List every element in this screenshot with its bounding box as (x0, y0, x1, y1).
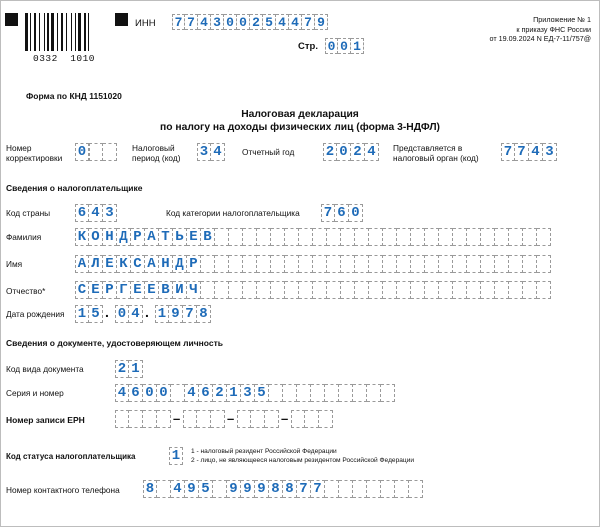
char-cell (369, 281, 383, 299)
barcode-bar (57, 13, 58, 51)
char-cell (353, 384, 367, 402)
appendix-line: от 19.09.2024 N ЕД-7-11/757@ (489, 34, 591, 43)
char-cell: 7 (311, 480, 325, 498)
char-cell: 0 (338, 38, 351, 54)
char-cell: 0 (143, 384, 157, 402)
corner-marker (5, 13, 18, 26)
char-cell (285, 228, 299, 246)
char-cell: 3 (103, 204, 117, 222)
char-cell: 0 (115, 305, 129, 323)
date-separator: . (145, 304, 149, 320)
barcode-bar (78, 13, 81, 51)
char-cell (409, 480, 423, 498)
char-cell (439, 281, 453, 299)
char-cell: Д (117, 228, 131, 246)
char-cell (369, 228, 383, 246)
char-cell (397, 281, 411, 299)
char-cell (353, 480, 367, 498)
char-cell: 7 (501, 143, 515, 161)
birthday-year-field[interactable] (155, 305, 211, 323)
erp-dash: – (173, 411, 181, 426)
char-cell: Г (117, 281, 131, 299)
document-section-title: Сведения о документе, удостоверяющем личность (6, 338, 223, 348)
doc-code-label: Код вида документа (6, 364, 84, 374)
char-cell (341, 255, 355, 273)
char-cell (341, 228, 355, 246)
char-cell (383, 255, 397, 273)
char-cell: 2 (250, 14, 263, 30)
char-cell (257, 228, 271, 246)
barcode-number: 0332 1010 (33, 53, 96, 64)
char-cell: 7 (185, 14, 198, 30)
char-cell: 4 (529, 143, 543, 161)
appendix-line: Приложение № 1 (533, 15, 591, 24)
char-cell: 9 (241, 480, 255, 498)
char-cell: 4 (276, 14, 289, 30)
patronymic-label: Отчество* (6, 286, 46, 296)
char-cell: В (159, 281, 173, 299)
char-cell (327, 281, 341, 299)
char-cell: 6 (199, 384, 213, 402)
char-cell: 6 (129, 384, 143, 402)
status-field[interactable] (169, 447, 183, 465)
char-cell: Е (145, 281, 159, 299)
char-cell: 7 (515, 143, 529, 161)
char-cell (495, 228, 509, 246)
char-cell (367, 384, 381, 402)
char-cell (383, 281, 397, 299)
barcode-bar (51, 13, 54, 51)
char-cell: 0 (75, 143, 89, 161)
char-cell (523, 228, 537, 246)
knd-code: Форма по КНД 1151020 (26, 91, 122, 101)
char-cell (299, 281, 313, 299)
char-cell: Е (103, 255, 117, 273)
char-cell: И (173, 281, 187, 299)
char-cell: 4 (289, 14, 302, 30)
char-cell: 7 (172, 14, 185, 30)
char-cell: 5 (89, 305, 103, 323)
char-cell: К (117, 255, 131, 273)
char-cell (319, 410, 333, 428)
char-cell: Р (131, 228, 145, 246)
char-cell: 1 (227, 384, 241, 402)
char-cell: С (131, 255, 145, 273)
patronymic-field[interactable] (75, 281, 551, 299)
char-cell (453, 281, 467, 299)
char-cell: 9 (227, 480, 241, 498)
char-cell (327, 228, 341, 246)
char-cell (467, 228, 481, 246)
char-cell (425, 255, 439, 273)
char-cell: 3 (211, 14, 224, 30)
correction-field[interactable] (75, 143, 89, 161)
char-cell (453, 228, 467, 246)
char-cell: 5 (255, 384, 269, 402)
char-cell: К (75, 228, 89, 246)
barcode-bar (44, 13, 45, 51)
char-cell (201, 281, 215, 299)
char-cell (397, 255, 411, 273)
char-cell (411, 255, 425, 273)
char-cell: Ч (187, 281, 201, 299)
char-cell: А (145, 228, 159, 246)
char-cell (271, 255, 285, 273)
char-cell (381, 384, 395, 402)
erp-label: Номер записи ЕРН (6, 415, 85, 425)
char-cell (257, 281, 271, 299)
char-cell: 0 (349, 204, 363, 222)
char-cell: 1 (129, 360, 143, 378)
char-cell: 3 (241, 384, 255, 402)
char-cell (425, 281, 439, 299)
char-cell: 9 (169, 305, 183, 323)
series-number-field[interactable] (115, 384, 395, 402)
barcode-bar (47, 13, 49, 51)
char-cell (229, 228, 243, 246)
char-cell: В (201, 228, 215, 246)
char-cell (103, 143, 117, 161)
year-field[interactable] (323, 143, 379, 161)
char-cell: 8 (143, 480, 157, 498)
char-cell: 0 (157, 384, 171, 402)
char-cell: Е (131, 281, 145, 299)
char-cell (215, 281, 229, 299)
char-cell (367, 480, 381, 498)
authority-field[interactable] (501, 143, 557, 161)
char-cell (495, 255, 509, 273)
char-cell: Е (89, 281, 103, 299)
char-cell (523, 281, 537, 299)
char-cell: 4 (185, 384, 199, 402)
char-cell (341, 281, 355, 299)
doc-code-field[interactable] (115, 360, 143, 378)
appendix-note (490, 15, 591, 44)
char-cell (537, 228, 551, 246)
phone-label: Номер контактного телефона (6, 485, 120, 495)
char-cell (283, 384, 297, 402)
char-cell: 1 (155, 305, 169, 323)
char-cell (381, 480, 395, 498)
char-cell (327, 255, 341, 273)
birthday-month-field[interactable] (115, 305, 143, 323)
char-cell (215, 228, 229, 246)
corner-marker (115, 13, 128, 26)
taxpayer-section-title: Сведения о налогоплательщике (6, 183, 143, 193)
char-cell: 1 (169, 447, 183, 465)
char-cell (383, 228, 397, 246)
char-cell (339, 384, 353, 402)
char-cell (355, 228, 369, 246)
char-cell: Н (103, 228, 117, 246)
char-cell (229, 255, 243, 273)
char-cell: 1 (351, 38, 364, 54)
char-cell (243, 281, 257, 299)
barcode-bar (34, 13, 36, 51)
char-cell (143, 410, 157, 428)
name-field[interactable] (75, 255, 551, 273)
char-cell (411, 281, 425, 299)
char-cell (397, 228, 411, 246)
char-cell (251, 410, 265, 428)
char-cell (297, 384, 311, 402)
appendix-line: к приказу ФНС России (516, 24, 591, 34)
char-cell (243, 228, 257, 246)
char-cell: 7 (183, 305, 197, 323)
char-cell (213, 480, 227, 498)
char-cell (129, 410, 143, 428)
char-cell: Р (103, 281, 117, 299)
char-cell: 5 (263, 14, 276, 30)
char-cell (481, 228, 495, 246)
char-cell: Е (187, 228, 201, 246)
char-cell (299, 228, 313, 246)
char-cell: 5 (199, 480, 213, 498)
char-cell (481, 255, 495, 273)
char-cell (171, 384, 185, 402)
country-field[interactable] (75, 204, 117, 222)
char-cell: Д (173, 255, 187, 273)
char-cell (243, 255, 257, 273)
char-cell: 7 (297, 480, 311, 498)
char-cell (291, 410, 305, 428)
char-cell: 4 (171, 480, 185, 498)
barcode-bar (84, 13, 86, 51)
char-cell (439, 228, 453, 246)
surname-label: Фамилия (6, 232, 42, 242)
inn-field[interactable] (172, 14, 328, 30)
char-cell (425, 228, 439, 246)
char-cell: 4 (89, 204, 103, 222)
char-cell: 4 (211, 143, 225, 161)
char-cell: 9 (255, 480, 269, 498)
barcode-bar (75, 13, 76, 51)
barcode-bar (71, 13, 72, 51)
birthdate-label: Дата рождения (6, 309, 65, 319)
period-label: Налоговый период (код) (132, 143, 181, 163)
char-cell (305, 410, 319, 428)
surname-field[interactable] (75, 228, 551, 246)
erp-field-3[interactable] (237, 410, 279, 428)
char-cell (115, 410, 129, 428)
form-title (1, 108, 599, 134)
char-cell: Ь (173, 228, 187, 246)
char-cell: Т (159, 228, 173, 246)
char-cell (313, 281, 327, 299)
char-cell (257, 255, 271, 273)
char-cell (395, 480, 409, 498)
char-cell: Л (89, 255, 103, 273)
char-cell (467, 281, 481, 299)
char-cell (509, 281, 523, 299)
char-cell: 8 (197, 305, 211, 323)
char-cell (313, 228, 327, 246)
barcode (25, 13, 103, 51)
char-cell (183, 410, 197, 428)
char-cell: Р (187, 255, 201, 273)
title-line: Налоговая декларация (241, 109, 359, 120)
char-cell: Н (159, 255, 173, 273)
char-cell (369, 255, 383, 273)
char-cell (411, 228, 425, 246)
char-cell: 4 (365, 143, 379, 161)
barcode-bar (30, 13, 31, 51)
char-cell (325, 480, 339, 498)
char-cell (537, 255, 551, 273)
phone-field[interactable] (143, 480, 423, 498)
char-cell: 3 (543, 143, 557, 161)
correction-label: Номер корректировки (6, 143, 63, 163)
char-cell: 2 (115, 360, 129, 378)
char-cell (339, 480, 353, 498)
period-field[interactable] (197, 143, 225, 161)
char-cell (355, 255, 369, 273)
char-cell: 4 (129, 305, 143, 323)
char-cell (453, 255, 467, 273)
erp-field-1[interactable] (115, 410, 171, 428)
char-cell (467, 255, 481, 273)
char-cell (211, 410, 225, 428)
char-cell (313, 255, 327, 273)
char-cell (509, 255, 523, 273)
char-cell: 7 (321, 204, 335, 222)
category-label: Код категории налогоплательщика (166, 208, 300, 218)
char-cell: 0 (224, 14, 237, 30)
date-separator: . (105, 304, 109, 320)
inn-label: ИНН (135, 18, 156, 29)
title-line: по налогу на доходы физических лиц (форма 3-НДФЛ) (160, 122, 440, 133)
char-cell (157, 480, 171, 498)
char-cell: 8 (283, 480, 297, 498)
page-number-field[interactable] (325, 38, 364, 54)
char-cell (523, 255, 537, 273)
category-field[interactable] (321, 204, 363, 222)
char-cell: 1 (75, 305, 89, 323)
status-label: Код статуса налогоплательщика (6, 452, 136, 461)
char-cell: 0 (325, 38, 338, 54)
country-label: Код страны (6, 208, 51, 218)
erp-dash: – (227, 411, 235, 426)
char-cell: 2 (323, 143, 337, 161)
char-cell: 3 (197, 143, 211, 161)
barcode-bar (61, 13, 63, 51)
char-cell: А (145, 255, 159, 273)
char-cell (537, 281, 551, 299)
char-cell: А (75, 255, 89, 273)
char-cell (89, 143, 103, 161)
barcode-bar (39, 13, 40, 51)
char-cell (229, 281, 243, 299)
char-cell (197, 410, 211, 428)
char-cell (285, 255, 299, 273)
barcode-bar (25, 13, 28, 51)
char-cell (355, 281, 369, 299)
barcode-bar (66, 13, 67, 51)
char-cell (509, 228, 523, 246)
char-cell (311, 384, 325, 402)
birthday-day-field[interactable] (75, 305, 103, 323)
char-cell (481, 281, 495, 299)
status-notes (191, 447, 414, 465)
char-cell: 7 (302, 14, 315, 30)
char-cell (299, 255, 313, 273)
authority-label: Представляется в налоговый орган (код) (393, 143, 479, 163)
char-cell: 2 (351, 143, 365, 161)
char-cell: 6 (335, 204, 349, 222)
series-label: Серия и номер (6, 388, 64, 398)
status-note: 1 - налоговый резидент Российской Федерации (191, 448, 337, 455)
char-cell: 9 (185, 480, 199, 498)
char-cell: 8 (269, 480, 283, 498)
char-cell: 6 (75, 204, 89, 222)
year-label: Отчетный год (242, 147, 295, 157)
char-cell: С (75, 281, 89, 299)
char-cell (285, 281, 299, 299)
char-cell (271, 281, 285, 299)
char-cell: 4 (198, 14, 211, 30)
erp-dash: – (281, 411, 289, 426)
char-cell (265, 410, 279, 428)
char-cell: 9 (315, 14, 328, 30)
char-cell (495, 281, 509, 299)
char-cell: 0 (337, 143, 351, 161)
char-cell: 0 (237, 14, 250, 30)
status-note: 2 - лицо, не являющееся налоговым резидентом Российской Федерации (191, 457, 415, 464)
page-label: Стр. (298, 41, 318, 52)
char-cell (215, 255, 229, 273)
char-cell (271, 228, 285, 246)
char-cell (201, 255, 215, 273)
char-cell (269, 384, 283, 402)
erp-field-2[interactable] (183, 410, 225, 428)
char-cell: 4 (115, 384, 129, 402)
char-cell (325, 384, 339, 402)
correction-field-extra[interactable] (89, 143, 117, 161)
char-cell: 2 (213, 384, 227, 402)
char-cell: О (89, 228, 103, 246)
char-cell (157, 410, 171, 428)
char-cell (237, 410, 251, 428)
name-label: Имя (6, 259, 23, 269)
barcode-bar (88, 13, 89, 51)
erp-field-4[interactable] (291, 410, 333, 428)
char-cell (439, 255, 453, 273)
